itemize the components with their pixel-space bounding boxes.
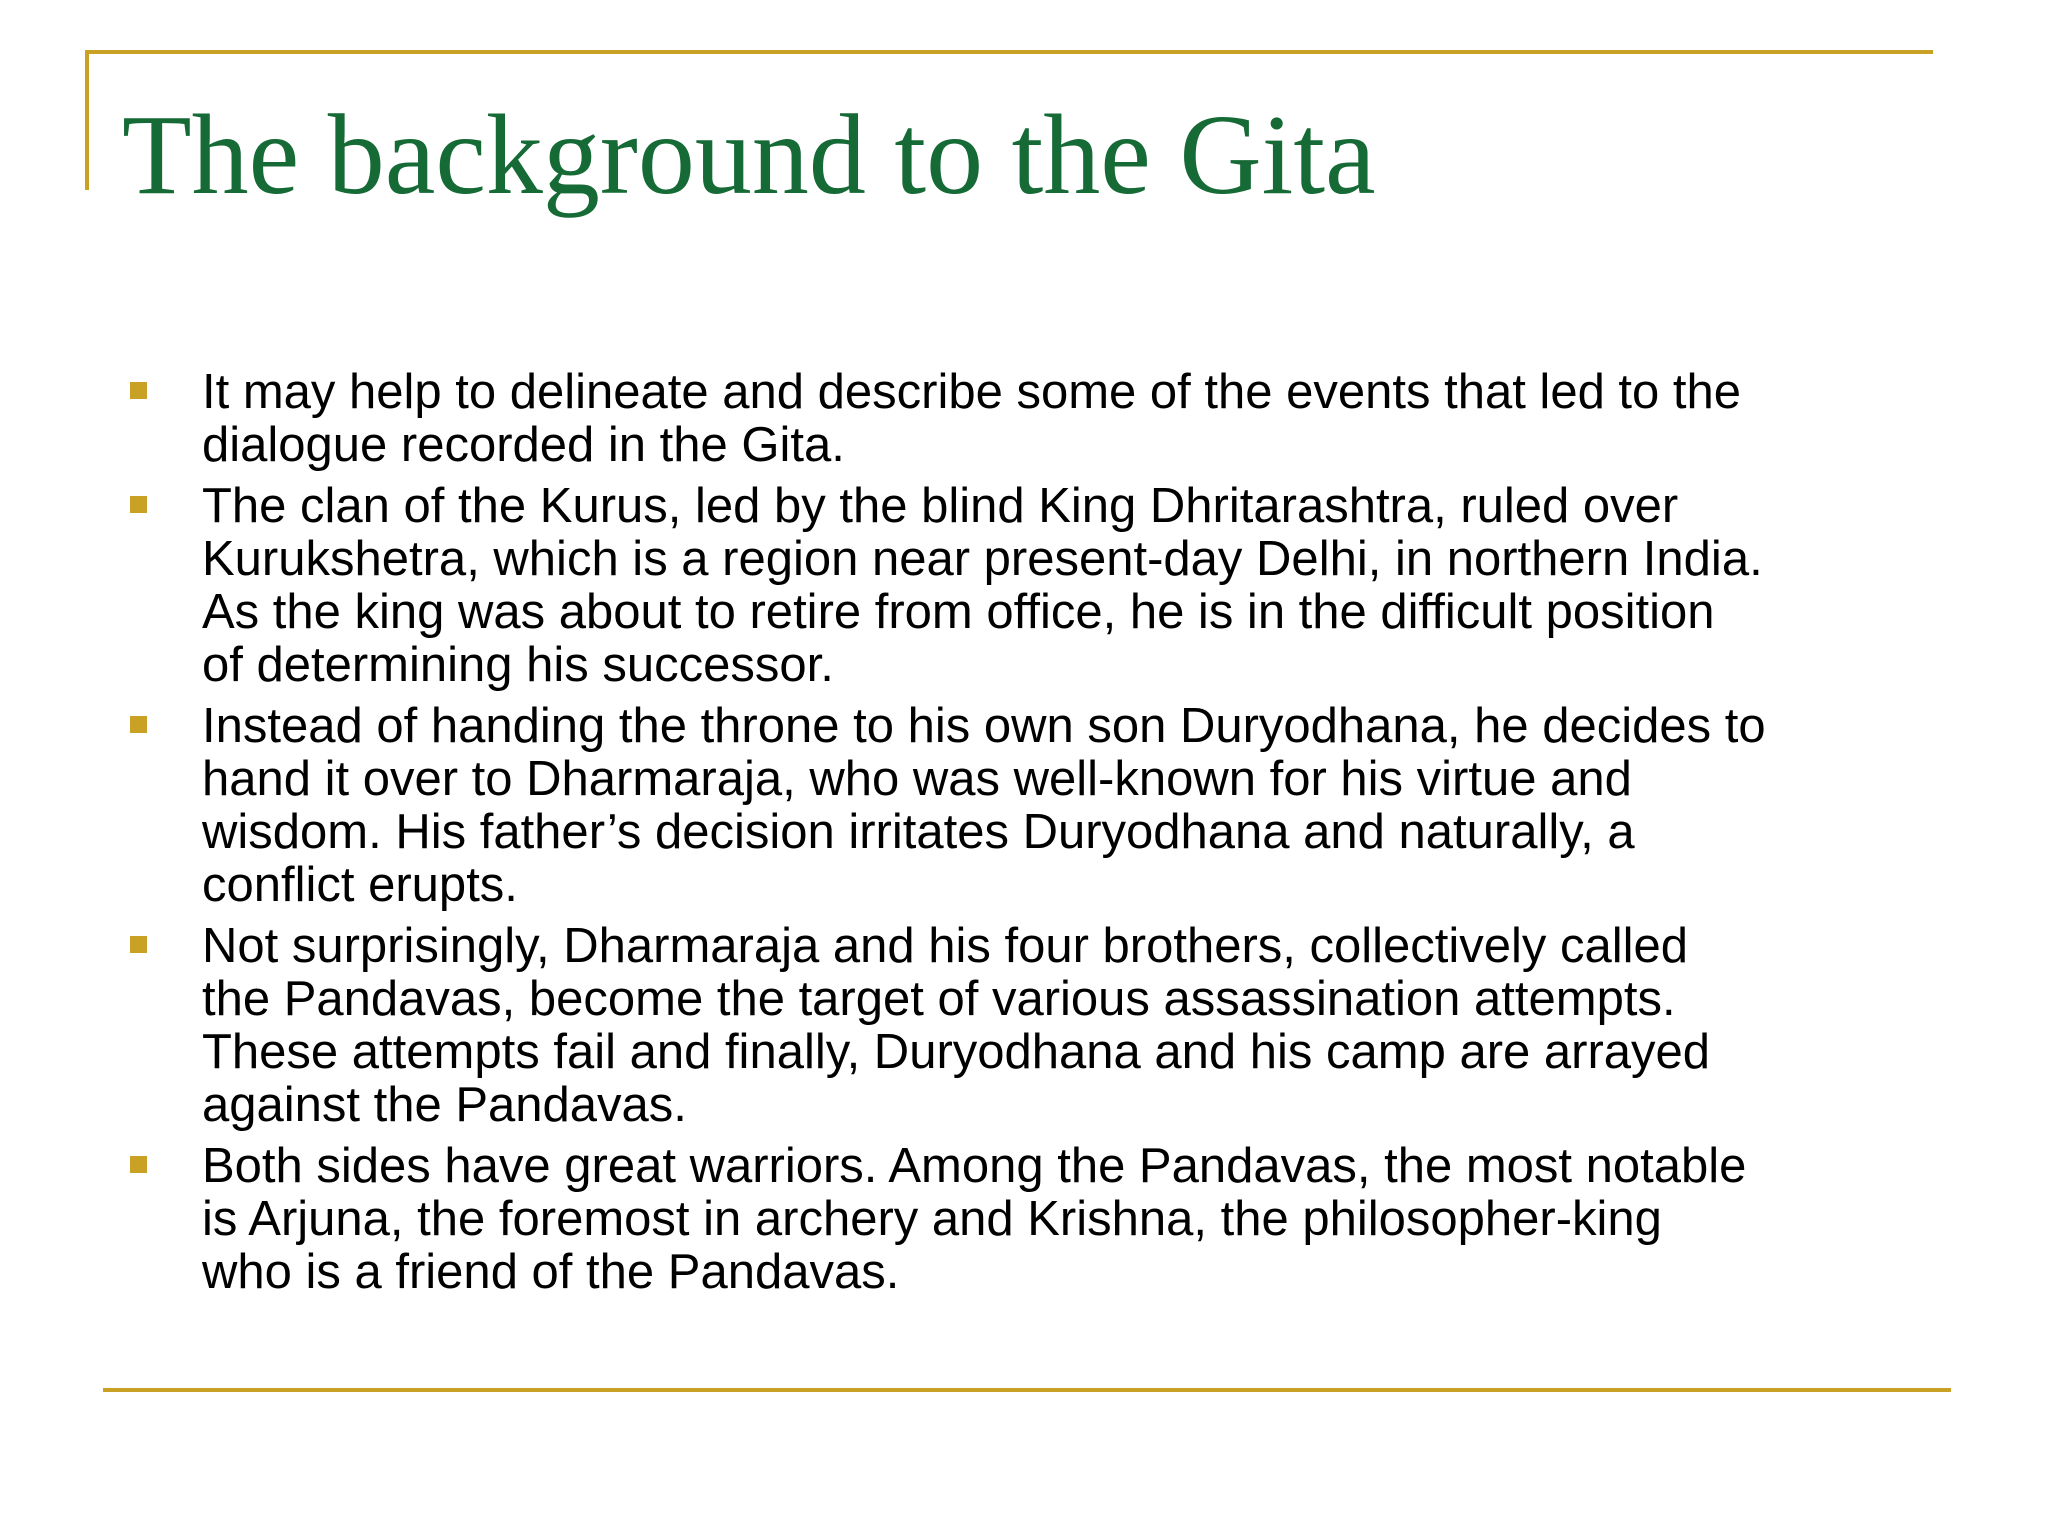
- bullet-item: [122, 366, 1972, 472]
- square-bullet-icon: [130, 1156, 147, 1173]
- bullet-text: The clan of the Kurus, led by the blind King Dhritarashtra, ruled over Kurukshetra, which is a region near present-day Delhi, in northern India. As the king was about to retire from office, he is in the difficult position of determining his successor.: [202, 479, 1763, 692]
- slide-title: The background to the Gita: [122, 91, 1376, 218]
- bullet-text: It may help to delineate and describe some of the events that led to the dialogue recorded in the Gita.: [202, 365, 1742, 472]
- bullet-item: [122, 920, 1972, 1132]
- bullet-text: Not surprisingly, Dharmaraja and his four brothers, collectively called the Pandavas, become the target of various assassination attempts. These attempts fail and finally, Duryodhana and his camp are arrayed against the Pandavas.: [202, 919, 1711, 1132]
- left-border-line: [85, 50, 89, 190]
- top-border-line: [85, 50, 1933, 54]
- bullet-item: [122, 480, 1972, 692]
- square-bullet-icon: [130, 716, 147, 733]
- bottom-border-line: [103, 1388, 1951, 1392]
- bullet-item: [122, 700, 1972, 912]
- bullet-list: [122, 366, 1972, 1307]
- bullet-text: Both sides have great warriors. Among the Pandavas, the most notable is Arjuna, the foremost in archery and Krishna, the philosopher-king who is a friend of the Pandavas.: [202, 1139, 1747, 1299]
- bullet-text: Instead of handing the throne to his own son Duryodhana, he decides to hand it over to Dharmaraja, who was well-known for his virtue and wisdom. His father’s decision irritates Duryodhana and naturally, a conflict erupts.: [202, 699, 1766, 912]
- square-bullet-icon: [130, 936, 147, 953]
- square-bullet-icon: [130, 496, 147, 513]
- square-bullet-icon: [130, 382, 147, 399]
- bullet-item: [122, 1140, 1972, 1299]
